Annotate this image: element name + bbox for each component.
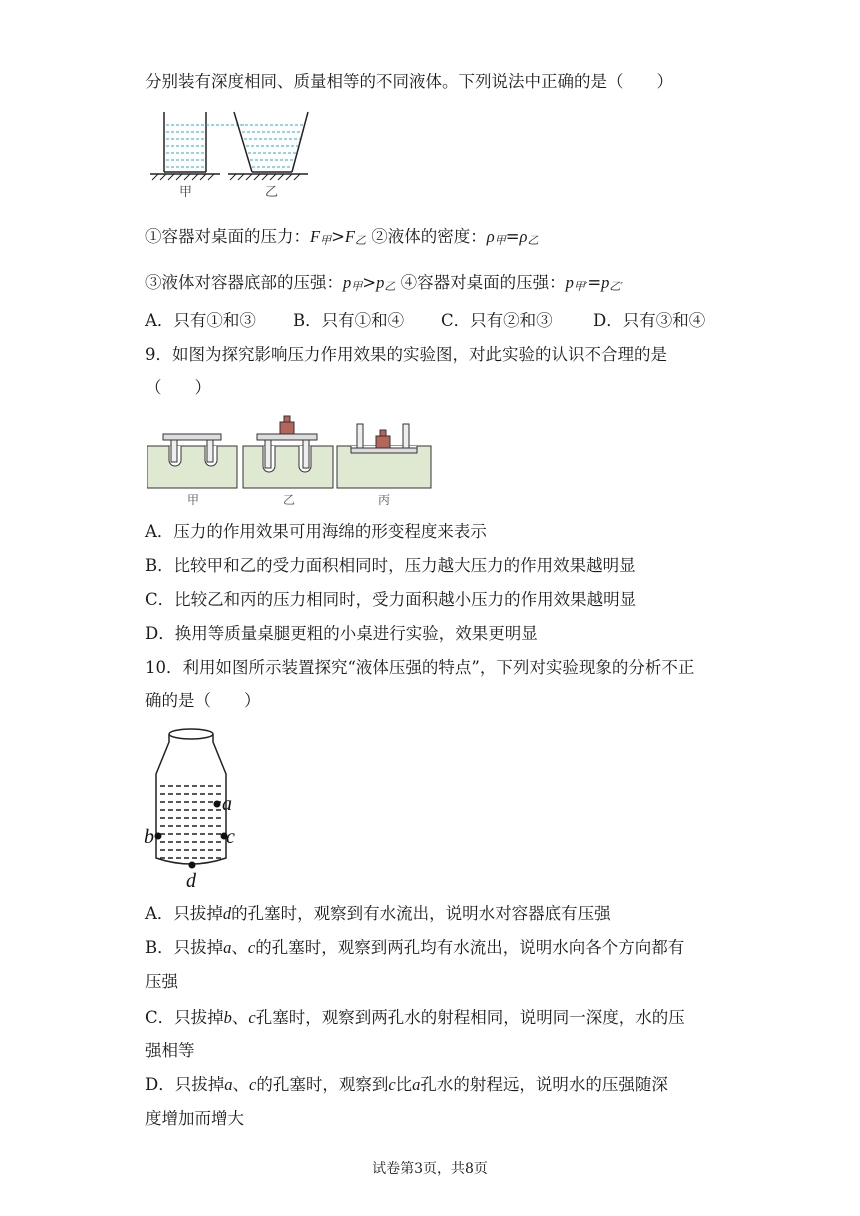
sponge-jia — [147, 434, 237, 488]
label-a: a — [222, 793, 232, 815]
fig-label-yi: 乙 — [283, 493, 296, 507]
q8-stem: 分别装有深度相同、质量相等的不同液体。下列说法中正确的是（ ） — [145, 72, 673, 91]
label-b: b — [144, 826, 154, 848]
q8-option-c[interactable]: C．只有②和③ — [441, 311, 553, 330]
q10-option-a[interactable]: A．只拔掉d的孔塞时，观察到有水流出，说明水对容器底有压强 — [145, 904, 611, 923]
sponge-bing — [337, 424, 431, 488]
q10-option-c[interactable]: C．只拔掉b、c孔塞时，观察到两孔水的射程相同，说明同一深度，水的压 — [145, 1008, 685, 1027]
q9-option-a[interactable]: A．压力的作用效果可用海绵的形变程度来表示 — [145, 522, 487, 541]
q8-option-a[interactable]: A．只有①和③ — [145, 311, 256, 330]
q10-option-d-cont: 度增加而增大 — [145, 1109, 244, 1128]
q10-option-d[interactable]: D．只拔掉a、c的孔塞时，观察到c比a孔水的射程远，说明水的压强随深 — [145, 1075, 668, 1094]
water — [160, 786, 222, 858]
q10-stem-line2: 确的是（ ） — [145, 691, 261, 710]
fig-label-bing: 丙 — [378, 493, 391, 507]
fig-label-jia: 甲 — [179, 185, 193, 200]
container-yi — [234, 112, 308, 172]
label-d: d — [186, 870, 196, 892]
hole-a — [214, 801, 221, 808]
q9-option-d[interactable]: D．换用等质量桌腿更粗的小桌进行实验，效果更明显 — [145, 624, 538, 643]
q9-option-b[interactable]: B．比较甲和乙的受力面积相同时，压力越大压力的作用效果越明显 — [145, 556, 636, 575]
hole-d — [189, 862, 196, 869]
q8-option-b[interactable]: B．只有①和④ — [293, 311, 405, 330]
q9-stem-bracket: （ ） — [145, 378, 211, 397]
q9-figure — [147, 412, 433, 508]
q10-option-c-cont: 强相等 — [145, 1041, 195, 1060]
q9-option-c[interactable]: C．比较乙和丙的压力相同时，受力面积越小压力的作用效果越明显 — [145, 590, 637, 609]
label-c: c — [226, 826, 235, 848]
fig-label-jia: 甲 — [187, 493, 200, 507]
fig-label-yi: 乙 — [265, 185, 279, 200]
q8-figure — [148, 108, 318, 200]
q10-stem: 10．利用如图所示装置探究“液体压强的特点”，下列对实验现象的分析不正 — [145, 658, 695, 677]
q10-option-b-cont: 压强 — [145, 972, 178, 991]
sponge-yi — [243, 416, 333, 488]
q8-statements-3-4: ③液体对容器底部的压强：p甲>p乙 ④容器对桌面的压强：p甲′=p乙′ — [145, 273, 623, 293]
container-jia — [164, 112, 206, 172]
hole-b — [155, 833, 162, 840]
liquid-jia — [166, 125, 204, 167]
q10-option-b[interactable]: B．只拔掉a、c的孔塞时，观察到两孔均有水流出，说明水向各个方向都有 — [145, 938, 685, 957]
q8-option-d[interactable]: D．只有③和④ — [593, 311, 706, 330]
q8-options — [145, 310, 705, 332]
q8-statements-1-2: ①容器对桌面的压力：F甲>F乙 ②液体的密度：ρ甲=ρ乙 — [145, 227, 539, 247]
q10-figure — [140, 724, 250, 892]
page-footer: 试卷第3页，共8页 — [372, 1161, 488, 1177]
q9-stem: 9．如图为探究影响压力作用效果的实验图，对此实验的认识不合理的是 — [145, 345, 667, 364]
